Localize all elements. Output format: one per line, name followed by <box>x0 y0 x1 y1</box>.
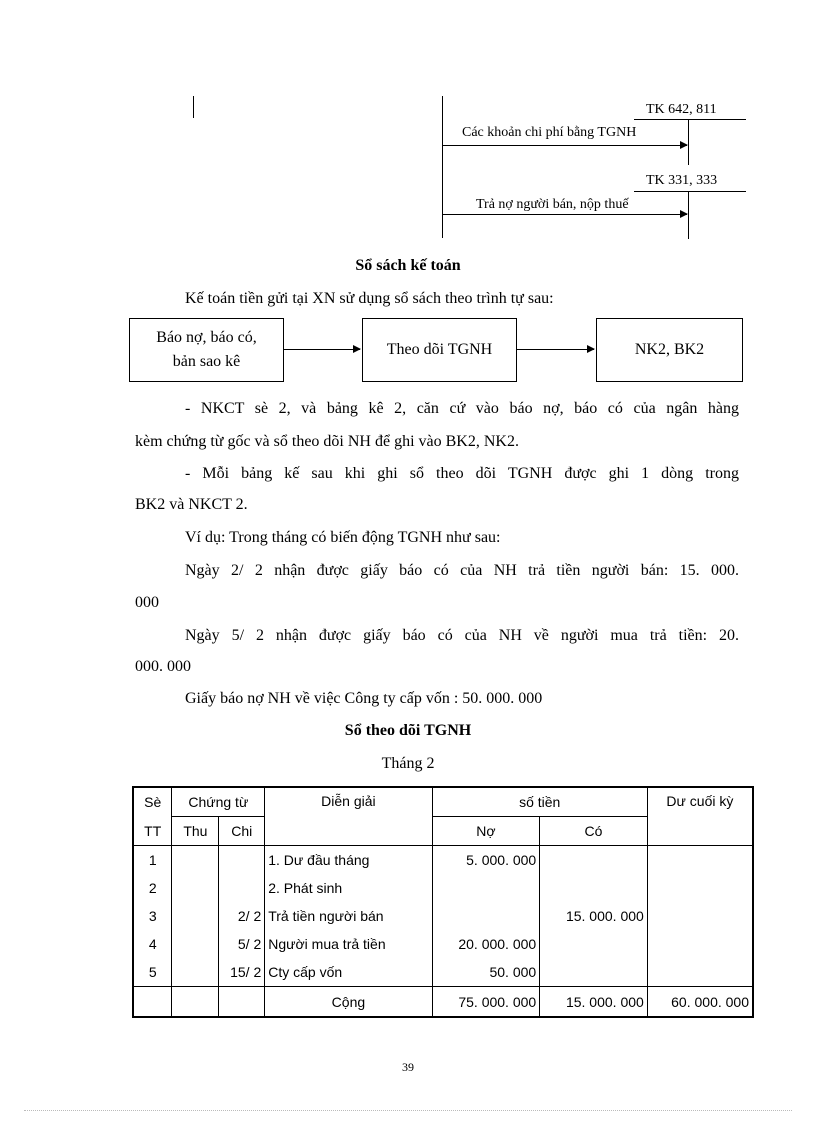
table-row <box>133 930 753 958</box>
cell-co <box>540 958 648 987</box>
cell-chi: 15/ 2 <box>219 958 265 987</box>
cell-dien-giai: 2. Phát sinh <box>265 874 432 902</box>
total-co: 15. 000. 000 <box>540 987 648 1018</box>
cell-chi: 5/ 2 <box>219 930 265 958</box>
cell-thu <box>172 846 219 875</box>
paragraph-3: Ví dụ: Trong tháng có biến động TGNH như sau: <box>185 529 501 546</box>
account-642-arrow <box>442 145 687 146</box>
cell-chi <box>219 874 265 902</box>
flow-box-documents-line1: Báo nợ, báo có, <box>156 329 257 346</box>
header-co: Có <box>540 817 648 846</box>
cell-thu <box>172 958 219 987</box>
cell-du <box>647 958 753 987</box>
table-row <box>133 846 753 875</box>
cell-co <box>540 846 648 875</box>
cell-tt: 3 <box>133 902 172 930</box>
page-number: 39 <box>402 1060 414 1074</box>
paragraph-5-line-2: 000. 000 <box>135 658 191 675</box>
cell-co <box>540 930 648 958</box>
intro-paragraph: Kế toán tiền gửi tại XN sử dụng sổ sách theo trình tự sau: <box>185 290 554 307</box>
header-no: Nợ <box>432 817 540 846</box>
cell-thu <box>172 874 219 902</box>
paragraph-4-line-1: Ngày 2/ 2 nhận được giấy báo có của NH trả tiền người bán: 15. 000. <box>185 562 739 579</box>
flow-box-tgnh-label: Theo dõi TGNH <box>386 341 493 358</box>
cell-no <box>432 874 540 902</box>
header-so-tien: số tiền <box>432 787 647 817</box>
cell-thu <box>172 902 219 930</box>
table-row <box>133 958 753 987</box>
margin-mark <box>193 96 194 118</box>
cell-no: 5. 000. 000 <box>432 846 540 875</box>
header-du-cuoi-ky: Dư cuối kỳ <box>647 787 753 846</box>
flow-arrow-1 <box>284 349 360 350</box>
paragraph-6: Giấy báo nợ NH về việc Công ty cấp vốn : 50. 000. 000 <box>185 690 543 707</box>
account-331-top-line <box>634 191 746 192</box>
cell-chi: 2/ 2 <box>219 902 265 930</box>
cell-dien-giai: 1. Dư đầu tháng <box>265 846 432 875</box>
paragraph-2-line-1: - Mỗi bảng kế sau khi ghi sổ theo dõi TGNH được ghi 1 dòng trong <box>185 465 739 482</box>
cell-du <box>647 846 753 875</box>
header-chung-tu: Chứng từ <box>172 787 265 817</box>
cell-co <box>540 874 648 902</box>
table-header-row-1 <box>133 787 753 817</box>
cell-dien-giai: Cty cấp vốn <box>265 958 432 987</box>
section-title: Sổ sách kế toán <box>355 257 461 274</box>
cell-tt: 2 <box>133 874 172 902</box>
ledger-table <box>132 786 754 1018</box>
account-642-entry: Các khoản chi phí bằng TGNH <box>462 125 637 140</box>
paragraph-4-line-2: 000 <box>135 594 159 611</box>
total-label: Cộng <box>265 987 432 1018</box>
table-total-row <box>133 987 753 1018</box>
cell-tt: 1 <box>133 846 172 875</box>
total-du: 60. 000. 000 <box>647 987 753 1018</box>
paragraph-5-line-1: Ngày 5/ 2 nhận được giấy báo có của NH về người mua trả tiền: 20. <box>185 627 739 644</box>
table-row <box>133 874 753 902</box>
total-empty-tt <box>133 987 172 1018</box>
flow-arrow-2 <box>517 349 594 350</box>
account-642-title: TK 642, 811 <box>646 102 717 117</box>
paragraph-1-line-2: kèm chứng từ gốc và sổ theo dõi NH để ghi vào BK2, NK2. <box>135 433 519 450</box>
ledger-title: Sổ theo dõi TGNH <box>344 722 472 739</box>
header-dien-giai: Diễn giải <box>265 787 432 846</box>
cell-tt: 4 <box>133 930 172 958</box>
cell-du <box>647 874 753 902</box>
flow-box-documents <box>129 318 284 382</box>
cell-tt: 5 <box>133 958 172 987</box>
table-row <box>133 902 753 930</box>
page-bottom-divider <box>24 1110 792 1111</box>
cell-no <box>432 902 540 930</box>
header-tt: TT <box>133 817 172 846</box>
cell-thu <box>172 930 219 958</box>
total-no: 75. 000. 000 <box>432 987 540 1018</box>
account-331-title: TK 331, 333 <box>646 173 718 188</box>
cell-no: 20. 000. 000 <box>432 930 540 958</box>
header-chi: Chi <box>219 817 265 846</box>
cell-no: 50. 000 <box>432 958 540 987</box>
flow-box-tgnh <box>362 318 517 382</box>
paragraph-1-line-1: - NKCT sè 2, và bảng kê 2, căn cứ vào báo nợ, báo có của ngân hàng <box>185 400 739 417</box>
flow-box-nk2-bk2 <box>596 318 743 382</box>
diagram-vertical-line <box>442 96 443 238</box>
cell-chi <box>219 846 265 875</box>
header-se: Sè <box>133 787 172 817</box>
account-331-t-stem <box>688 191 689 239</box>
flow-box-documents-line2: bản sao kê <box>172 353 241 370</box>
paragraph-2-line-2: BK2 và NKCT 2. <box>135 496 248 513</box>
total-empty-chi <box>219 987 265 1018</box>
ledger-month: Tháng 2 <box>381 755 435 772</box>
cell-du <box>647 930 753 958</box>
cell-dien-giai: Người mua trả tiền <box>265 930 432 958</box>
header-thu: Thu <box>172 817 219 846</box>
flow-box-nk2-bk2-label: NK2, BK2 <box>634 341 705 358</box>
account-331-entry: Trả nợ người bán, nộp thuế <box>476 197 629 212</box>
account-331-arrow <box>442 214 687 215</box>
total-empty-thu <box>172 987 219 1018</box>
cell-du <box>647 902 753 930</box>
cell-co: 15. 000. 000 <box>540 902 648 930</box>
account-642-t-stem <box>688 119 689 165</box>
cell-dien-giai: Trả tiền người bán <box>265 902 432 930</box>
account-642-top-line <box>634 119 746 120</box>
